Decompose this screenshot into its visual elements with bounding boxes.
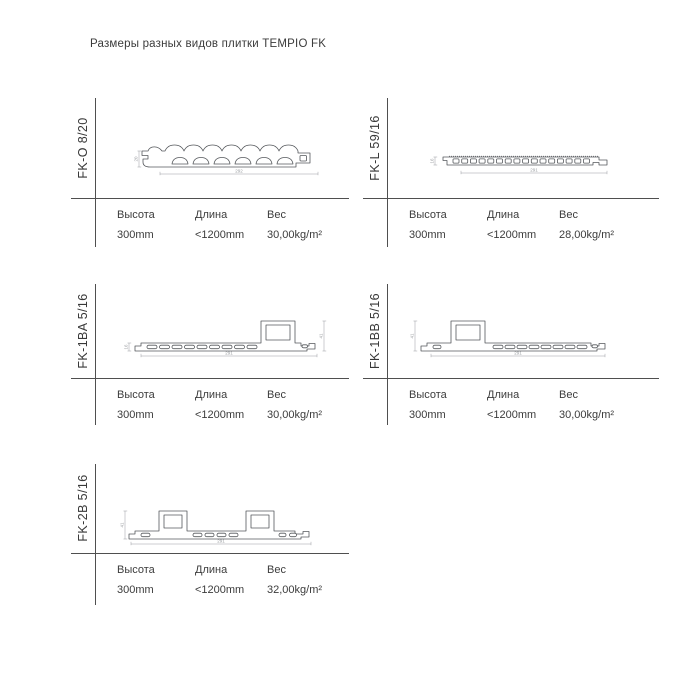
value-length: <1200mm — [195, 584, 245, 596]
value-length: <1200mm — [487, 409, 537, 421]
column-header-height: Высота — [409, 389, 447, 401]
section-fk-o-8-20 — [71, 97, 349, 247]
value-length: <1200mm — [487, 229, 537, 241]
column-header-length: Длина — [195, 209, 228, 221]
column-header-height: Высота — [117, 564, 155, 576]
column-header-length: Длина — [195, 564, 228, 576]
value-height: 300mm — [117, 584, 154, 596]
svg-text:41: 41 — [119, 522, 125, 528]
value-weight: 30,00kg/m² — [267, 409, 323, 421]
profile-diagram — [405, 313, 615, 359]
section-fk-2b-5-16 — [71, 463, 349, 605]
column-header-length: Длина — [487, 389, 520, 401]
svg-text:20: 20 — [133, 156, 139, 162]
column-header-weight: Вес — [267, 564, 286, 576]
value-height: 300mm — [409, 409, 446, 421]
svg-text:16: 16 — [123, 344, 129, 350]
svg-text:291: 291 — [225, 350, 233, 356]
profile-diagram — [119, 501, 329, 547]
section-label: FK-1BA 5/16 — [76, 292, 90, 369]
svg-text:291: 291 — [530, 167, 538, 173]
value-height: 300mm — [117, 229, 154, 241]
value-length: <1200mm — [195, 229, 245, 241]
column-header-height: Высота — [117, 209, 155, 221]
column-header-weight: Вес — [267, 389, 286, 401]
svg-text:41: 41 — [318, 333, 324, 339]
value-weight: 30,00kg/m² — [267, 229, 323, 241]
section-label: FK-1BB 5/16 — [368, 292, 382, 369]
section-label: FK-O 8/20 — [76, 116, 90, 179]
section-fk-1bb-5-16 — [363, 283, 659, 425]
value-length: <1200mm — [195, 409, 245, 421]
page-title: Размеры разных видов плитки TEMPIO FK — [90, 38, 327, 50]
section-fk-1ba-5-16 — [71, 283, 349, 425]
value-height: 300mm — [117, 409, 154, 421]
column-header-length: Длина — [487, 209, 520, 221]
section-divider-horizontal — [363, 198, 659, 199]
column-header-weight: Вес — [559, 209, 578, 221]
value-weight: 30,00kg/m² — [559, 409, 615, 421]
section-divider-horizontal — [71, 198, 349, 199]
section-divider-horizontal — [363, 378, 659, 379]
section-divider-horizontal — [71, 553, 349, 554]
svg-text:291: 291 — [217, 538, 225, 544]
column-header-height: Высота — [409, 209, 447, 221]
column-header-weight: Вес — [267, 209, 286, 221]
value-weight: 28,00kg/m² — [559, 229, 615, 241]
column-header-length: Длина — [195, 389, 228, 401]
value-weight: 32,00kg/m² — [267, 584, 323, 596]
column-header-weight: Вес — [559, 389, 578, 401]
column-header-height: Высота — [117, 389, 155, 401]
svg-text:41: 41 — [409, 333, 415, 339]
section-fk-l-59-16 — [363, 97, 659, 247]
section-label: FK-L 59/16 — [368, 114, 382, 181]
value-height: 300mm — [409, 229, 446, 241]
profile-diagram — [126, 141, 336, 181]
section-divider-horizontal — [71, 378, 349, 379]
section-label: FK-2B 5/16 — [76, 474, 90, 542]
svg-text:291: 291 — [514, 350, 522, 356]
profile-diagram — [403, 145, 623, 179]
profile-diagram — [121, 313, 331, 359]
svg-text:292: 292 — [235, 168, 243, 174]
svg-text:16: 16 — [429, 158, 435, 164]
